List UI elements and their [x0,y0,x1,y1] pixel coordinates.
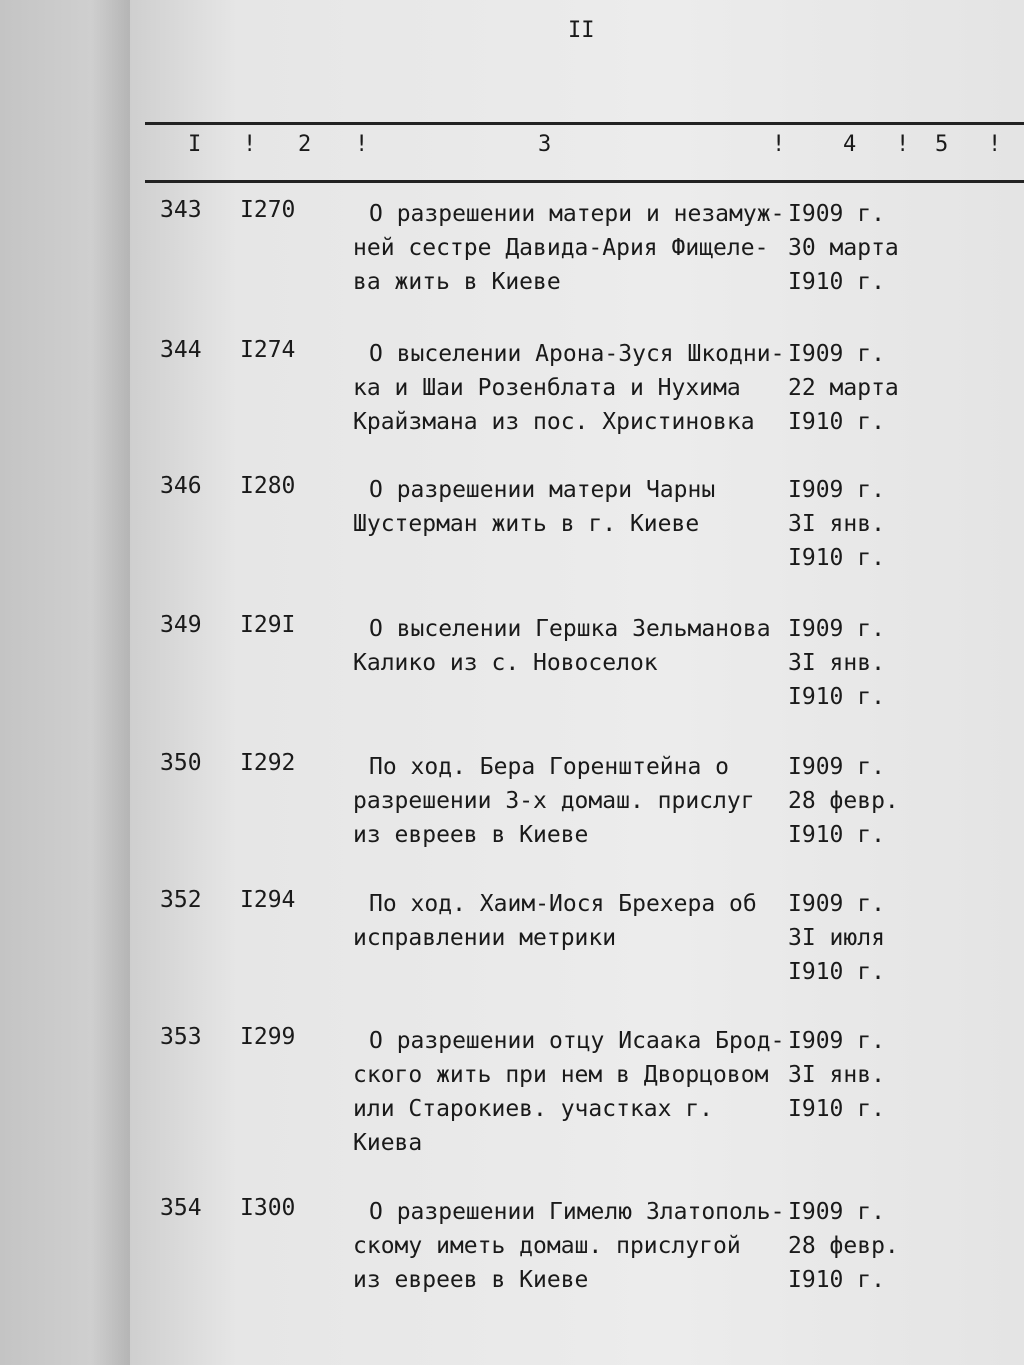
date-line: I910 г. [788,959,885,985]
description-line: О выселении Арона-Зуся Шкодни- [369,341,785,367]
date-line: 22 марта [788,375,899,401]
description-line: ского жить при нем в Дворцовом [353,1062,769,1088]
header-separator: ! [896,132,910,157]
date-line: I910 г. [788,684,885,710]
date-line: I909 г. [788,477,885,503]
description-line: Калико из с. Новоселок [353,650,658,676]
date-line: I909 г. [788,891,885,917]
row-description [353,197,783,299]
description-line: из евреев в Киеве [353,1267,589,1293]
description-line: из евреев в Киеве [353,822,589,848]
file-number: I280 [240,473,296,499]
description-line: Крайзмана из пос. Христиновка [353,409,755,435]
date-line: I910 г. [788,545,885,571]
description-line: или Старокиев. участках г. [353,1096,714,1122]
header-col-1: I [188,132,202,157]
date-line: I909 г. [788,616,885,642]
header-separator: ! [355,132,369,157]
row-number: 346 [160,473,202,499]
description-line: О разрешении матери и незамуж- [369,201,785,227]
description-line: Киева [353,1130,423,1156]
header-separator: ! [772,132,786,157]
description-line: исправлении метрики [353,925,617,951]
row-description [353,612,783,680]
row-number: 349 [160,612,202,638]
header-top-rule [145,122,1024,125]
description-line: О разрешении матери Чарны [369,477,716,503]
header-col-5: 5 [935,132,949,157]
date-line: I909 г. [788,1028,885,1054]
file-number: I29I [240,612,296,638]
description-line: ней сестре Давида-Ария Фищеле- [353,235,769,261]
description-line: ка и Шаи Розенблата и Нухима [353,375,741,401]
row-description [353,337,783,439]
file-number: I294 [240,887,296,913]
description-line: скому иметь домаш. прислугой [353,1233,741,1259]
row-description [353,750,783,852]
description-line: О разрешении Гимелю Златополь- [369,1199,785,1225]
date-line: 28 февр. [788,1233,899,1259]
description-line: По ход. Бера Горенштейна о [369,754,730,780]
date-line: I910 г. [788,1096,885,1122]
row-description [353,887,783,955]
description-line: О разрешении отцу Исаака Брод- [369,1028,785,1054]
date-line: I909 г. [788,341,885,367]
description-line: разрешении 3-х домаш. прислуг [353,788,755,814]
header-col-4: 4 [843,132,857,157]
header-separator: ! [243,132,257,157]
row-description [353,1195,783,1297]
row-number: 350 [160,750,202,776]
date-line: I909 г. [788,201,885,227]
row-description [353,1024,783,1160]
row-number: 343 [160,197,202,223]
file-number: I274 [240,337,296,363]
row-number: 344 [160,337,202,363]
previous-page-edge [0,0,130,1365]
row-description [353,473,783,541]
row-dates [788,197,899,299]
date-line: 28 февр. [788,788,899,814]
row-dates [788,612,885,714]
row-number: 353 [160,1024,202,1050]
date-line: 3I июля [788,925,885,951]
file-number: I292 [240,750,296,776]
date-line: 3I янв. [788,511,885,537]
row-dates [788,1024,885,1126]
date-line: 30 марта [788,235,899,261]
row-dates [788,1195,899,1297]
description-line: О выселении Гершка Зельманова [369,616,771,642]
row-dates [788,473,885,575]
row-dates [788,337,899,439]
file-number: I270 [240,197,296,223]
row-dates [788,887,885,989]
description-line: По ход. Хаим-Иося Брехера об [369,891,757,917]
date-line: I909 г. [788,1199,885,1225]
file-number: I300 [240,1195,296,1221]
row-number: 352 [160,887,202,913]
date-line: I910 г. [788,822,885,848]
date-line: I909 г. [788,754,885,780]
date-line: I910 г. [788,409,885,435]
date-line: I910 г. [788,269,885,295]
header-separator: ! [988,132,1002,157]
page-number: II [568,18,595,43]
description-line: ва жить в Киеве [353,269,561,295]
row-dates [788,750,899,852]
description-line: Шустерман жить в г. Киеве [353,511,700,537]
date-line: 3I янв. [788,1062,885,1088]
header-col-3: 3 [538,132,552,157]
row-number: 354 [160,1195,202,1221]
file-number: I299 [240,1024,296,1050]
header-col-2: 2 [298,132,312,157]
date-line: I910 г. [788,1267,885,1293]
date-line: 3I янв. [788,650,885,676]
header-bottom-rule [145,180,1024,183]
